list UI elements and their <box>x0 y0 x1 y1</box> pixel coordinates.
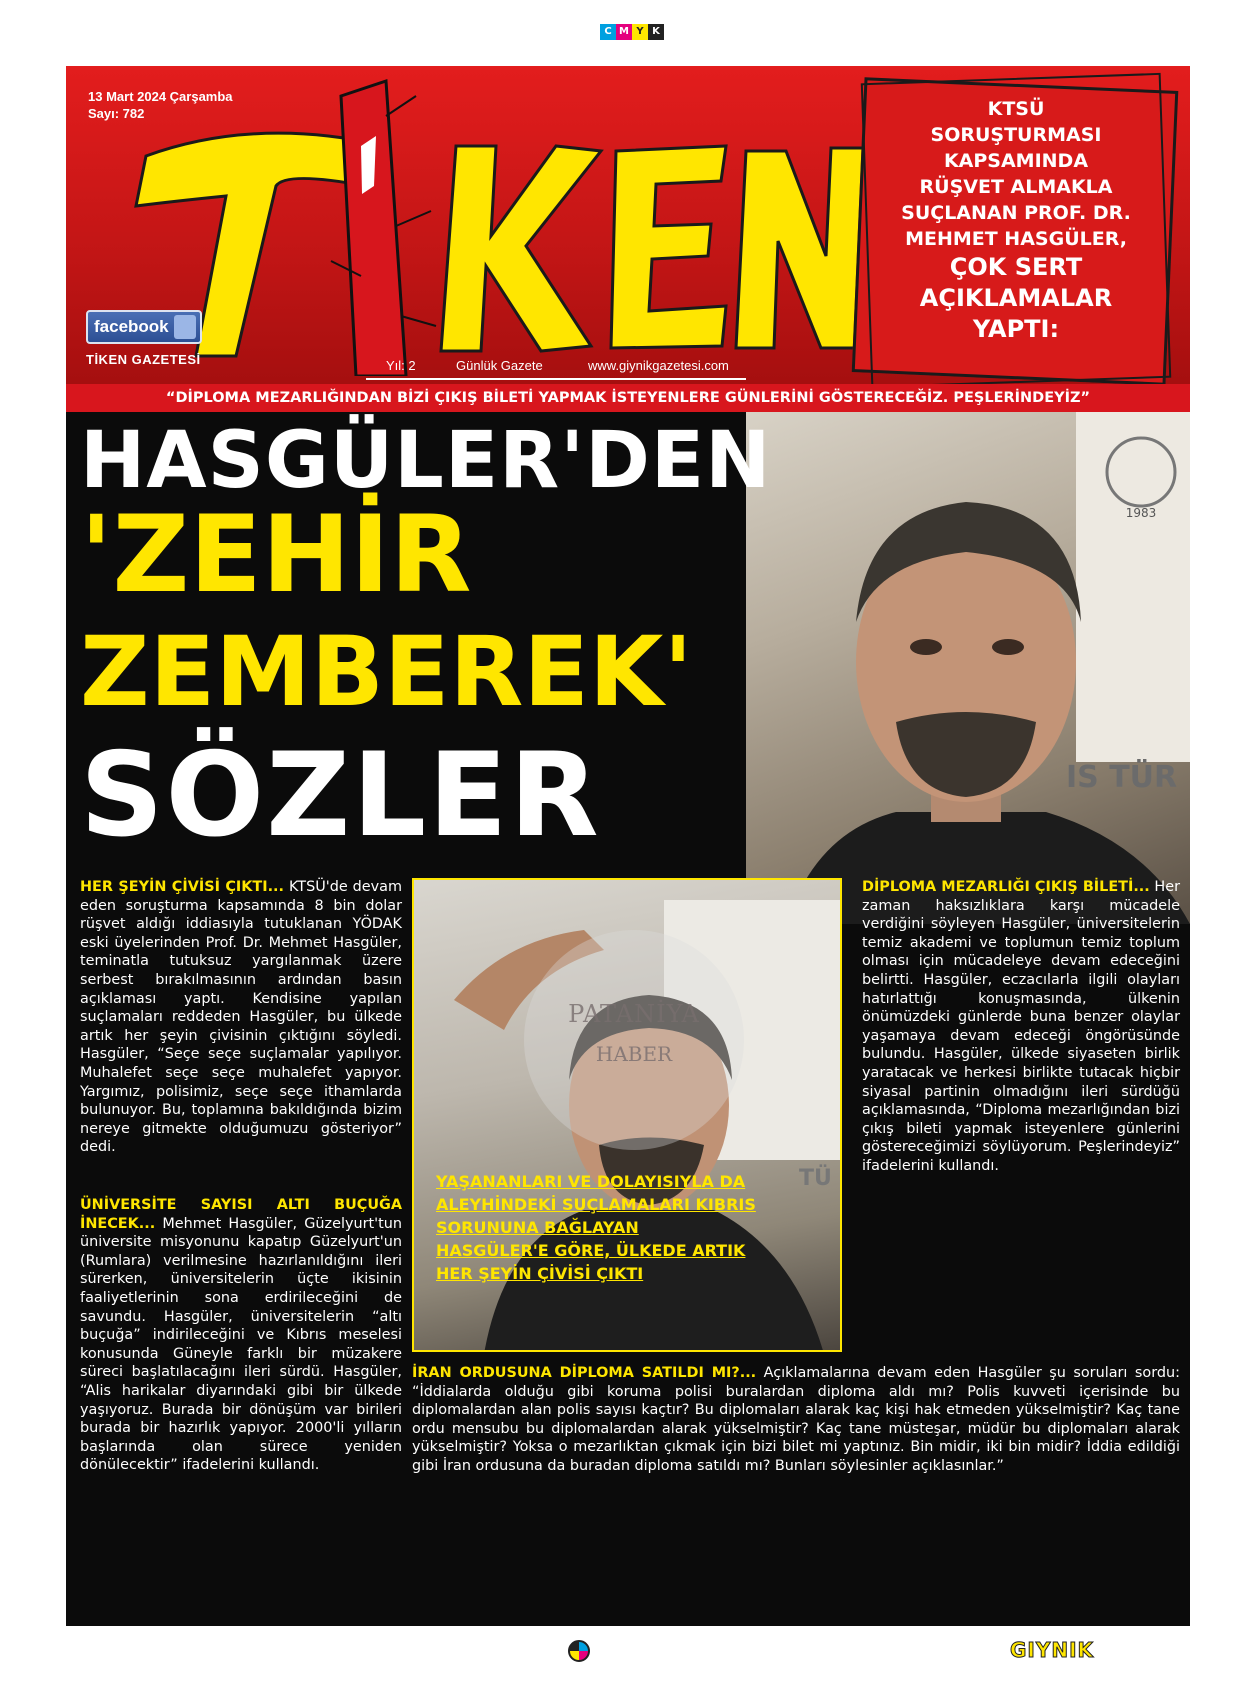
teaser-line: MEHMET HASGÜLER, <box>905 228 1127 250</box>
giynik-brand: GIYNIK <box>1010 1638 1095 1662</box>
headline-line-2: 'ZEHİR <box>80 493 472 616</box>
meta-rule <box>366 378 746 380</box>
website-link[interactable]: www.giynikgazetesi.com <box>588 358 729 373</box>
front-page <box>66 66 1190 1626</box>
section-1-body: KTSÜ'de devam eden soruşturma kapsamında 8 bin dolar rüşvet aldığı iddiasıyla tutuklanan YÖDAK eski üyelerinden Prof. Dr. Mehmet Hasgüler, teminatla tutuksuz yargılanmak üzere serbest bırakılmasının ardından basın açıklaması yaptı. Kendisine yapılan suçlamaları reddeden Hasgüler, bu ülkede artık her şeyin çivisinin çıktığını söyledi. Hasgüler, “Seçe seçe suçlamalar yapılıyor. Muhalefet seçe seçe muhalefet yapıyor. Yargımız, polisimiz, seçe seçe ithamlarda bulunuyor. Bu, toplamına bakıldığında bizim nereye gitmekte olduğumuzu gösteriyor” dedi. <box>80 879 403 1156</box>
section-1-lead: HER ŞEYİN ÇİVİSİ ÇIKTI... <box>80 879 284 895</box>
facebook-label: facebook <box>94 317 169 336</box>
quote-banner: “DİPLOMA MEZARLIĞINDAN BİZİ ÇIKIŞ BİLETİ YAPMAK İSTEYENLERE GÜNLERİNİ GÖSTERECEĞİZ. PEŞLERİNDEYİZ” <box>66 384 1190 412</box>
cmyk-y: Y <box>632 24 648 40</box>
issue-date: 13 Mart 2024 Çarşamba <box>88 89 233 104</box>
teaser-line: RÜŞVET ALMAKLA <box>919 176 1113 198</box>
teaser-line-big: YAPTI: <box>972 315 1060 343</box>
watermark-badge <box>524 930 744 1150</box>
issue-number: Sayı: 782 <box>88 106 145 121</box>
headline-line-1: HASGÜLER'DEN <box>80 416 772 506</box>
article-section-2 <box>80 1196 402 1475</box>
cmyk-k: K <box>648 24 664 40</box>
teaser-line: KTSÜ <box>987 98 1045 120</box>
registration-target-icon <box>568 1640 590 1662</box>
paper-frequency: Günlük Gazete <box>456 358 543 373</box>
thumbs-up-icon <box>174 315 196 339</box>
cmyk-c: C <box>600 24 616 40</box>
masthead <box>66 66 1190 384</box>
section-2-body: Mehmet Hasgüler, Güzelyurt'tun üniversite misyonunu kapatıp Güzelyurt'un (Rumlara) verilmesine hazırlanıldığını ileri sürerken, üniversitelerin üçte ikisinin faaliyetlerinin sona erdirileceğini de savundu. Hasgüler, üniversitelerin “altı buçuğa” indirileceğini ve Kıbrıs meselesi konusunda Güneyle farklı bir müzakere süreci başlatılacağını ileri sürdü. Hasgüler, “Alis harikalar diyarındaki gibi bir ülkede yaşıyoruz. Burada bir dönüşüm var birileri burada bir hazırlık yapıyor. 2000'li yılların başlarında olan sürece yeniden dönülecektir” ifadelerini kullandı. <box>80 1215 402 1474</box>
man-portrait-photo <box>746 412 1190 924</box>
cmyk-m: M <box>616 24 632 40</box>
article-section-4 <box>412 1364 1180 1475</box>
section-3-body: Her zaman haksızlıklara karşı mücadele verdiğini söyleyen Hasgüler, üniversitelerin temiz akademi ve toplumun temiz toplum olması için mücadeleye devam edeceğini belirtti. Hasgüler, eczacılarla ilgili olayları hatırlattığı konuşmasında, ülkenin önümüzdeki günlerde buna benzer olaylar yaşamaya devam edeceği öngörüsünde bulundu. Hasgüler, ülkede siyaseten birlik yaratacak ve herkesi birlikte tutacak hiçbir siyasal partinin olmadığını ileri sürdüğü açıklamasında, “Diploma mezarlığından bizi çıkış bileti yapmak isteyenlere günlerini göstereceğimizi söylüyorum. Peşlerindeyiz” ifadelerini kullandı. <box>862 879 1180 1174</box>
section-2-lead: ÜNİVERSİTE SAYISI ALTI BUÇUĞA İNECEK... <box>80 1197 402 1232</box>
article-section-3 <box>862 878 1180 1176</box>
watermark-line-1: PATANİYA <box>568 1000 700 1028</box>
main-photo <box>746 412 1190 924</box>
issue-date-block <box>88 88 233 122</box>
teaser-line: SUÇLANAN PROF. DR. <box>901 202 1131 224</box>
section-4-body: Açıklamalarına devam eden Hasgüler şu soruları sordu: “İddialarda olduğu gibi koruma polisi buralardan diploma aldı mı? Polis kuvveti içerisinde bu diplomalardan alan polis sayısı kaçtır? Bu diplomaları alarak kaç kişi hak etmeden yükselmiştir? Kaç tane ordu mensubu bu diplomalardan alarak yükselmiştir? Kaç tane müsteşar, müdür bu diplomaları alarak yükselmiştir? Yoksa o mezarlıktan çıkmak için bizi bilet mi yaptınız. Bin midir, iki bin midir? İddia edildiği gibi İran ordusuna da buradan diploma satıldı mı? Bunları söylesinler açıklasınlar.” <box>412 1365 1180 1474</box>
paper-name: TİKEN GAZETESİ <box>86 352 201 367</box>
issue-year: Yıl: 2 <box>386 358 416 373</box>
teaser-text <box>866 96 1166 345</box>
sign-text: IS TÜR <box>1066 760 1178 795</box>
facebook-badge[interactable] <box>86 310 202 344</box>
section-3-lead: DİPLOMA MEZARLIĞI ÇIKIŞ BİLETİ... <box>862 879 1150 895</box>
sign-year: 1983 <box>1125 506 1157 520</box>
headline-line-4: SÖZLER <box>80 728 601 863</box>
watermark-line-2: HABER <box>595 1042 673 1066</box>
teaser-line-big: AÇIKLAMALAR <box>919 284 1113 312</box>
section-4-lead: İRAN ORDUSUNA DİPLOMA SATILDI MI?... <box>412 1365 757 1381</box>
teaser-line: SORUŞTURMASI <box>930 124 1102 146</box>
inset-photo <box>412 878 842 1352</box>
teaser-line: KAPSAMINDA <box>943 150 1089 172</box>
inset-sign-text: TÜ <box>799 1166 832 1191</box>
inset-caption: YAŞANANLARI VE DOLAYISIYLA DA ALEYHİNDEKİ SUÇLAMALARI KIBRIS SORUNUNA BAĞLAYAN HASGÜLER'E GÖRE, ÜLKEDE ARTIK HER ŞEYİN ÇİVİSİ ÇIKTI <box>436 1172 756 1283</box>
cmyk-registration-strip <box>600 24 664 40</box>
headline-line-3: ZEMBEREK' <box>80 616 693 728</box>
article-section-1 <box>80 878 402 1157</box>
teaser-line-big: ÇOK SERT <box>949 253 1083 281</box>
